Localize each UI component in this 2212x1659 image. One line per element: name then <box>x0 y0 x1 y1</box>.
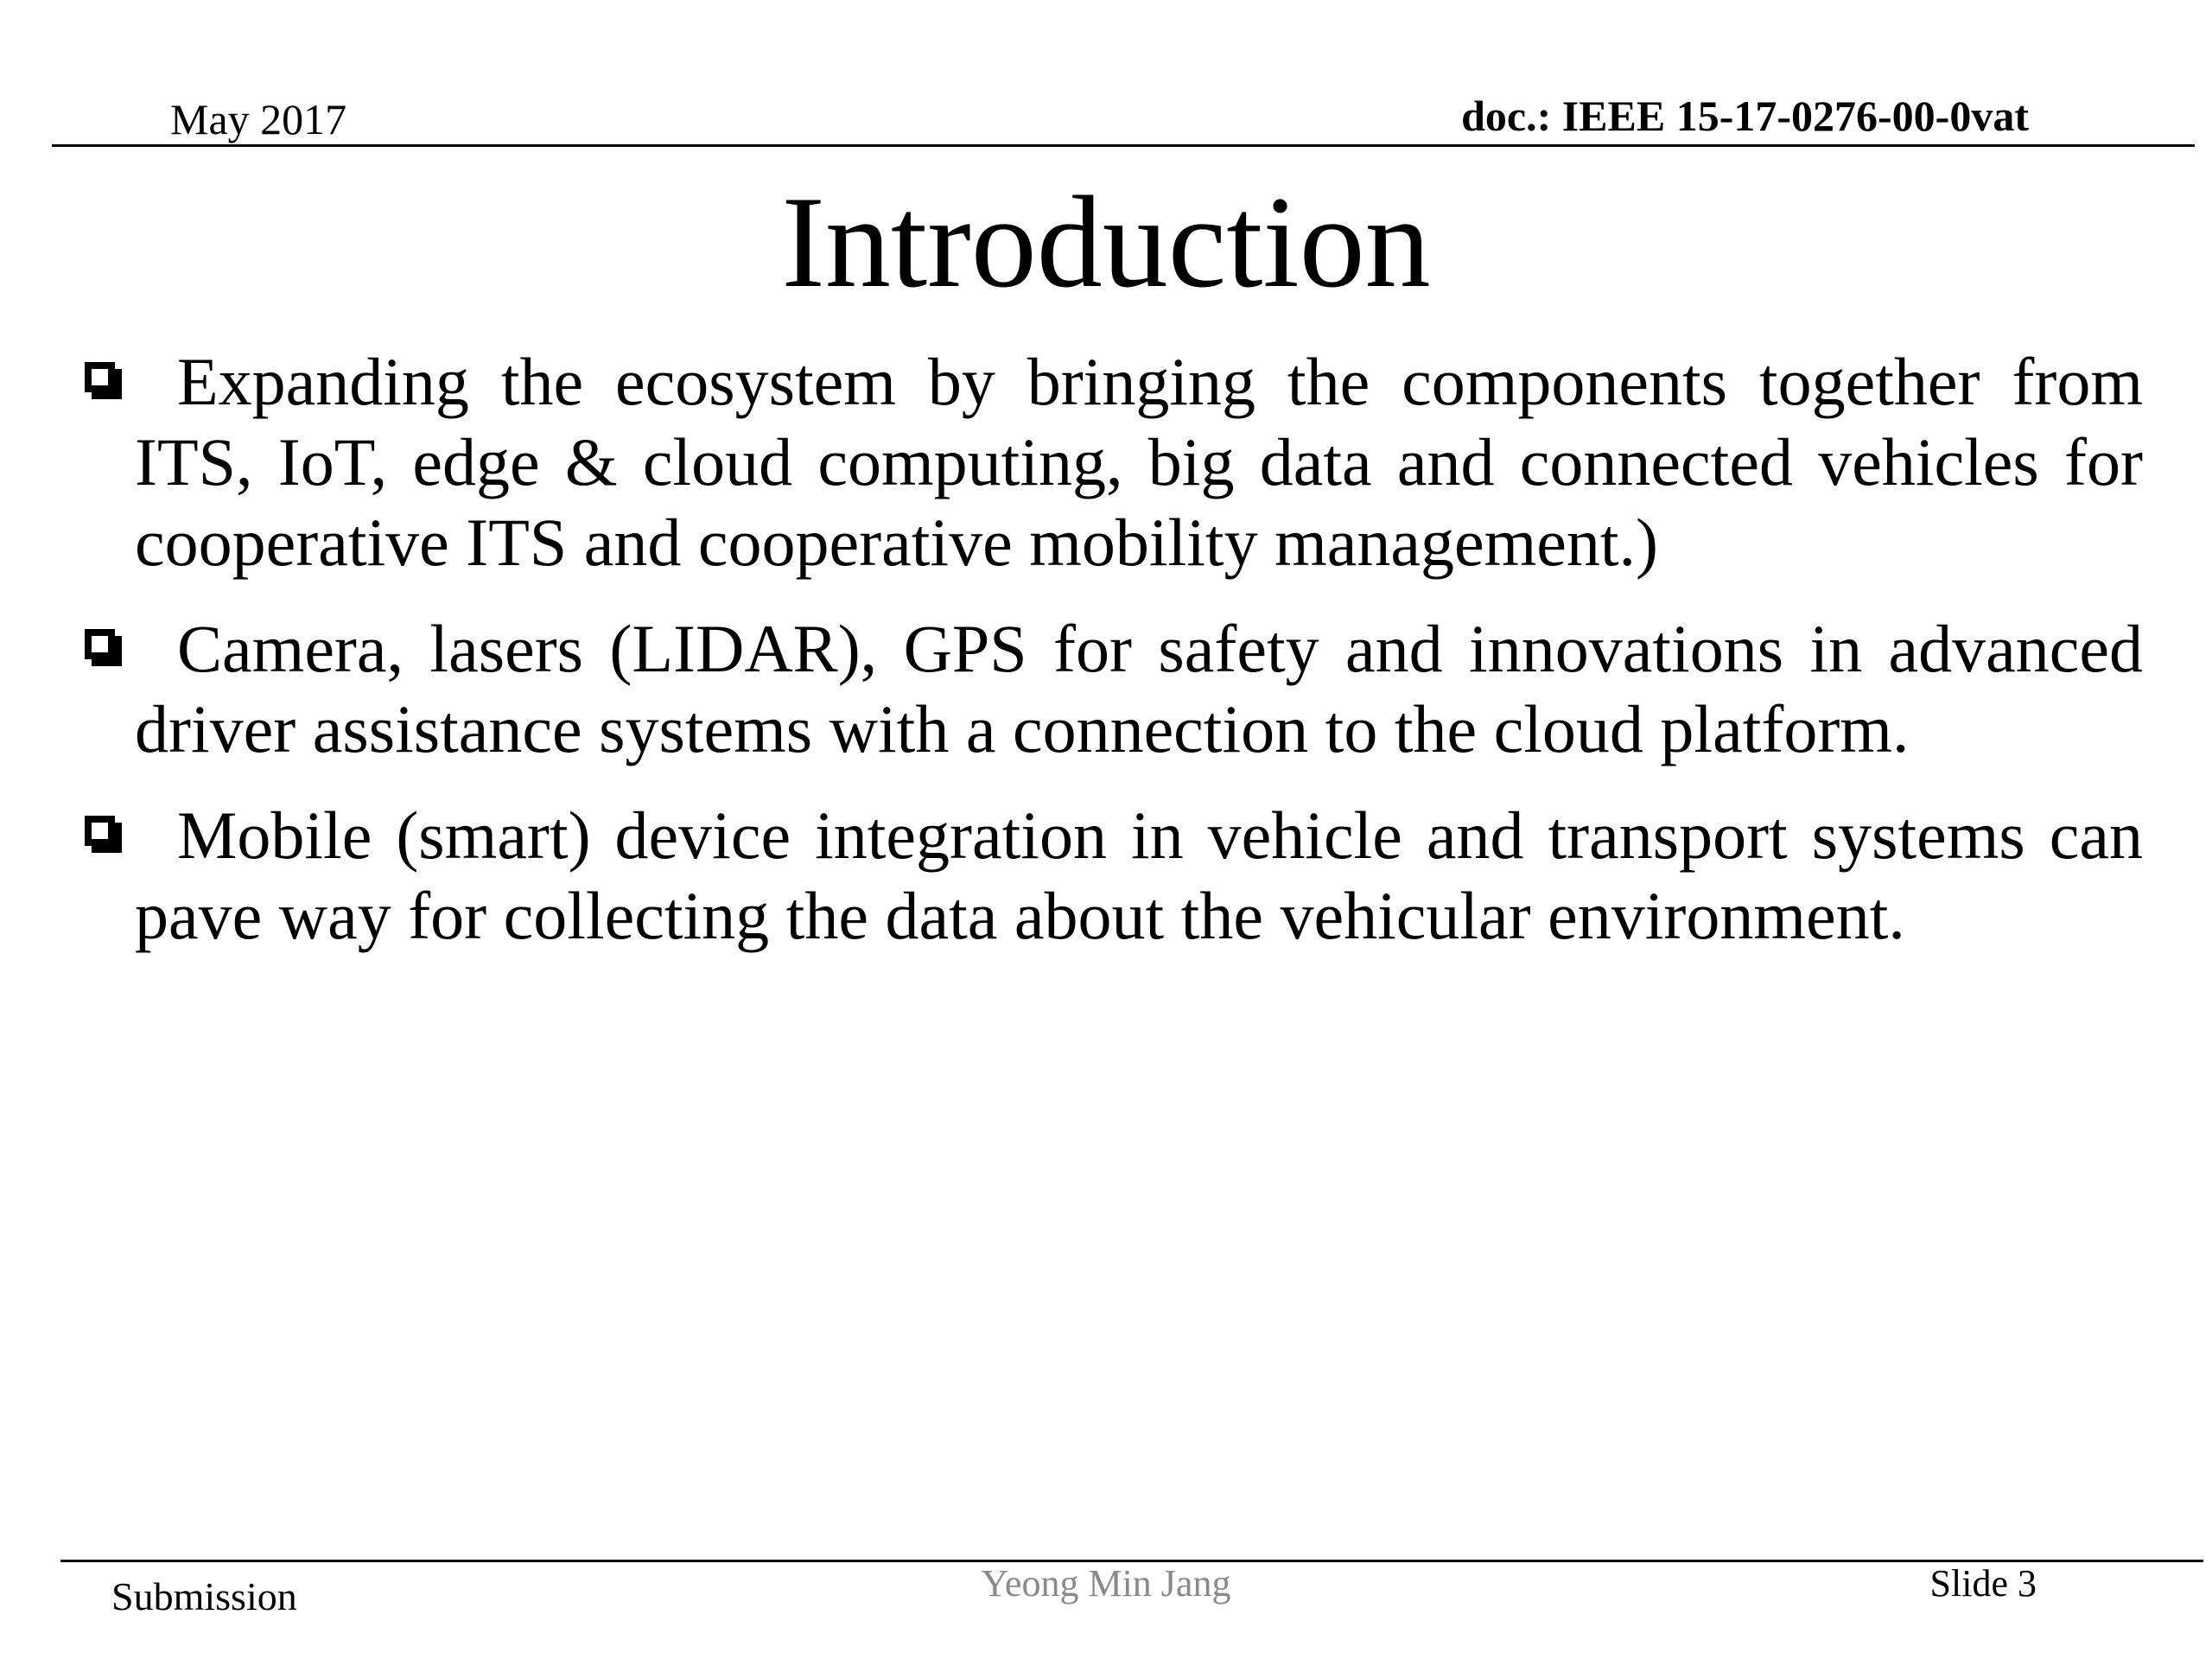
bullet-item-mobile-devices <box>85 795 2143 956</box>
bullet-text: Expanding the ecosystem by bringing the components together from ITS, IoT, edge & cloud computing, big data and connected vehicles for cooperative ITS and cooperative mobility management.) <box>135 344 2143 580</box>
footer-submission-label: Submission <box>111 1574 297 1618</box>
footer-author: Yeong Min Jang <box>981 1562 1231 1605</box>
bullet-item-ecosystem <box>85 341 2143 582</box>
header-divider <box>52 144 2195 147</box>
hollow-square-bullet-icon <box>85 629 115 659</box>
bullet-text: Camera, lasers (LIDAR), GPS for safety and innovations in advanced driver assistance systems with a connection to the cloud platform. <box>135 611 2143 766</box>
slide-title: Introduction <box>781 169 1431 315</box>
header-document-id: doc.: IEEE 15-17-0276-00-0vat <box>1461 92 2029 140</box>
bullet-item-sensors <box>85 608 2143 769</box>
bullet-list <box>85 341 2143 956</box>
footer-slide-number: Slide 3 <box>1929 1562 2037 1605</box>
hollow-square-bullet-icon <box>85 362 115 392</box>
hollow-square-bullet-icon <box>85 816 115 846</box>
bullet-text: Mobile (smart) device integration in vehicle and transport systems can pave way for collecting the data about the vehicular environment. <box>135 798 2143 953</box>
header-date: May 2017 <box>170 95 347 143</box>
